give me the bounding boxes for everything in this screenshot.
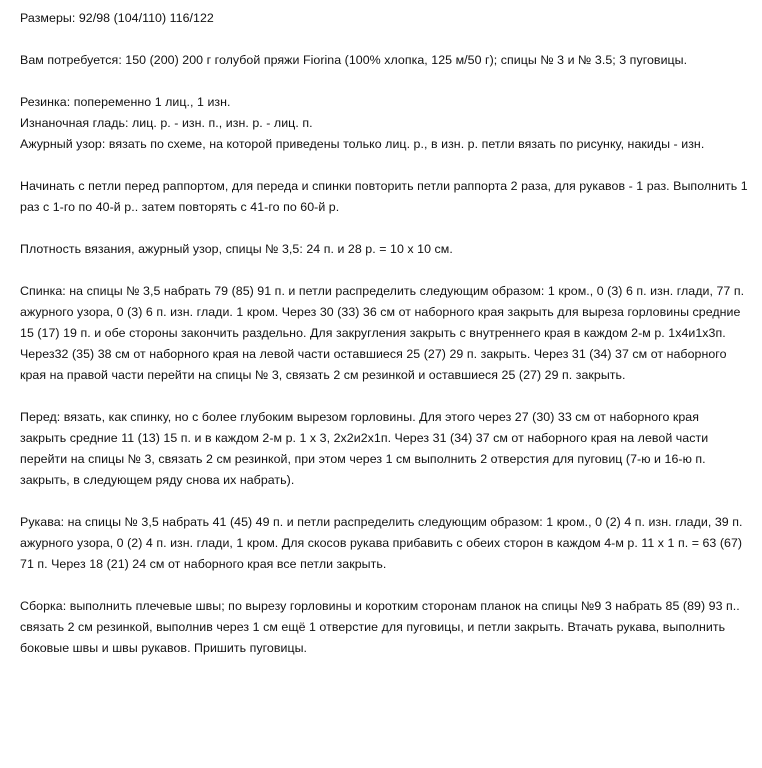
- front-instructions-paragraph: Перед: вязать, как спинку, но с более глубоким вырезом горловины. Для этого через 27 (30) 33 см от наборного края закрыть средние 11 (13) 15 п. и в каждом 2-м р. 1 х 3, 2х2и2х1п. Через 31 (34) 37 см от наборного края на левой части перейти на спицы № 3, связать 2 см резинкой, при этом через 1 см выполнить 2 отверстия для пуговиц (7-ю и 16-ю п. закрыть, в следующем ряду снова их набрать).: [20, 410, 709, 487]
- back-instructions-paragraph: Спинка: на спицы № 3,5 набрать 79 (85) 91 п. и петли распределить следующим образом: 1 кром., 0 (3) 6 п. изн. глади, 77 п. ажурного узора, 0 (3) 6 п. изн. глади. 1 кром. Через 30 (33) 36 см от наборного края закрыть для выреза горловины средние 15 (17) 19 п. и обе стороны закончить раздельно. Для закругления закрыть с внутреннего края в каждом 2-м р. 1х4и1х3п. Через32 (35) 38 см от наборного края на левой части оставшиеся 25 (27) 29 п. закрыть. Через 31 (34) 37 см от наборного края на правой части перейти на спицы № 3, связать 2 см резинкой и оставшиеся 25 (27) 29 п. закрыть.: [20, 284, 745, 382]
- materials-paragraph: Вам потребуется: 150 (200) 200 г голубой пряжи Fiorina (100% хлопка, 125 м/50 г); спицы № 3 и № 3.5; 3 пуговицы.: [20, 53, 688, 67]
- gauge-paragraph: Плотность вязания, ажурный узор, спицы № 3,5: 24 п. и 28 р. = 10 х 10 см.: [20, 242, 453, 256]
- stitch-patterns-block: [20, 92, 748, 155]
- sizes-line: Размеры: 92/98 (104/110) 116/122: [20, 11, 214, 25]
- rib-stitch-line: Резинка: попеременно 1 лиц., 1 изн.: [20, 95, 231, 109]
- reverse-stockinette-line: Изнаночная гладь: лиц. р. - изн. п., изн. р. - лиц. п.: [20, 116, 313, 130]
- knitting-pattern-document: [20, 8, 748, 659]
- start-instructions-paragraph: Начинать с петли перед раппортом, для переда и спинки повторить петли раппорта 2 раза, для рукавов - 1 раз. Выполнить 1 раз с 1-го по 40-й р.. затем повторять с 41-го по 60-й р.: [20, 179, 748, 214]
- lace-pattern-line: Ажурный узор: вязать по схеме, на которой приведены только лиц. р., в изн. р. петли вязать по рисунку, накиды - изн.: [20, 137, 705, 151]
- assembly-instructions-paragraph: Сборка: выполнить плечевые швы; по вырезу горловины и коротким сторонам планок на спицы №9 3 набрать 85 (89) 93 п.. связать 2 см резинкой, выполнив через 1 см ещё 1 отверстие для пуговицы, и петли закрыть. Втачать рукава, выполнить боковые швы и швы рукавов. Пришить пуговицы.: [20, 599, 740, 655]
- sleeves-instructions-paragraph: Рукава: на спицы № 3,5 набрать 41 (45) 49 п. и петли распределить следующим образом: 1 кром., 0 (2) 4 п. изн. глади, 39 п. ажурного узора, 0 (2) 4 п. изн. глади, 1 кром. Для скосов рукава прибавить с обеих сторон в каждом 4-м р. 11 х 1 п. = 63 (67) 71 п. Через 18 (21) 24 см от наборного края все петли закрыть.: [20, 515, 743, 571]
